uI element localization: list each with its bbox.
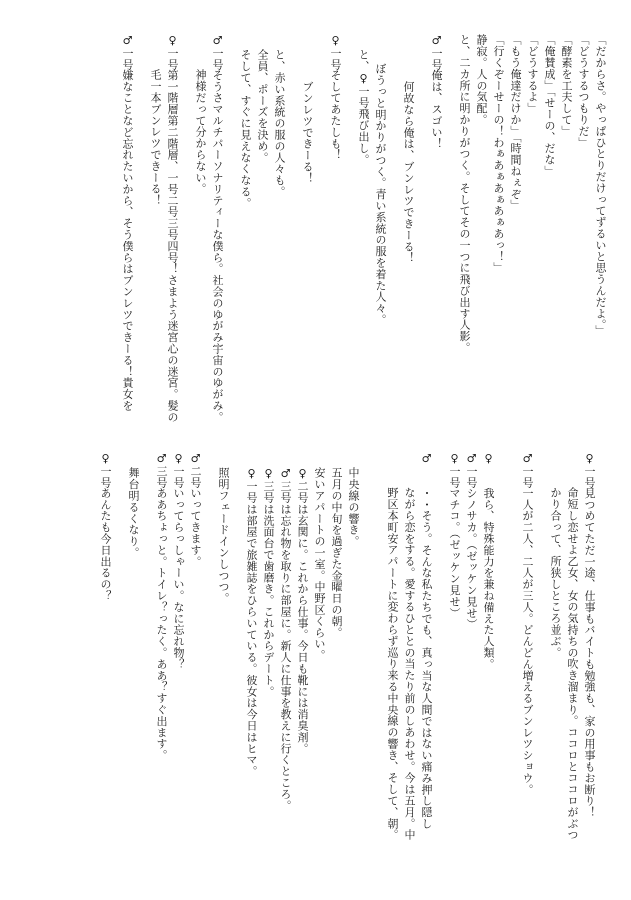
stage-direction: ♀二号は玄関に。これから仕事。今日も靴には消臭剤。	[296, 467, 309, 755]
speaker-name: ♂一号	[211, 34, 224, 71]
dialogue-continuation: 命短し恋せよ乙女、女の気持ちの吹き溜まり。ココロとココロがぶつ	[566, 487, 579, 841]
speech-text: 俺は、スゴい！	[430, 69, 443, 149]
dialogue-continuation: ながら恋をする。愛するひととの当たり前のしあわせ。今は五月。中	[403, 487, 416, 841]
line-gap	[389, 34, 400, 406]
speech-text: ああちょっと。トイレ？ったく。ああ？すぐ出ます。	[155, 487, 168, 761]
line-gap	[142, 452, 153, 872]
speaker-name: ♂一号	[430, 34, 443, 71]
dialogue-line	[581, 452, 598, 872]
speech-text: いってきます。	[189, 487, 202, 567]
speaker-name: ♀一号	[99, 452, 112, 489]
dialogue-line: 「もう俺達だけか」「時間ねぇぞ」	[509, 34, 522, 211]
dialogue-line	[480, 452, 497, 872]
dialogue-line	[446, 452, 463, 872]
dialogue-line	[97, 452, 114, 872]
dialogue-line: 「だからさ。やっぱひとりだけってずるいと思うんだよ。」	[594, 34, 607, 337]
speaker-name: ♂三号	[155, 452, 168, 489]
line-gap	[417, 34, 428, 406]
speaker-name: ♀一号	[166, 34, 179, 71]
line-gap	[362, 452, 373, 872]
speaker-name: ♂	[420, 452, 433, 466]
speech-text: そしてあたしも！	[329, 69, 342, 161]
dialogue-line	[153, 452, 170, 872]
line-gap	[288, 34, 299, 406]
speaker-name: ♀一号	[583, 452, 596, 489]
speaker-name: ♀一号	[448, 452, 461, 489]
dialogue-line	[119, 34, 136, 412]
speech-text: あんたも今日出るの？	[99, 487, 112, 602]
speech-text: 見つめてただ一途、仕事もバイトも勉強も、家の用事もお断り！	[583, 487, 596, 818]
speaker-name: ♂一号	[121, 34, 134, 71]
upper-section	[22, 34, 609, 423]
monologue-line: 何故なら俺は、ブンレツできーる！	[402, 81, 415, 264]
speech-text: 第一階層第二階層、一号二号三号四号！さまよう迷宮心の迷宮。髪の	[166, 69, 179, 423]
speech-text: そうさマルチパーソナリティーな僕ら。社会のゆがみ宇宙のゆがみ。	[211, 69, 224, 423]
speaker-name: ♂一号	[465, 452, 478, 489]
dialogue-line	[463, 452, 480, 872]
stage-direction: ♂三号は忘れ物を取りに部屋に。新人に仕事を教えに行くところ。	[279, 467, 292, 812]
dialogue-continuation: 野区本町安アパートに変わらず巡り来る中央線の響き、そして、朝。	[386, 487, 399, 841]
stage-direction: そして、すぐに見えなくなる。	[239, 49, 252, 209]
line-gap	[114, 452, 125, 872]
line-gap	[373, 452, 384, 872]
stage-direction: ぼうっと明かりがつく。青い系統の服を着た人々。	[374, 62, 387, 325]
dialogue-line: と、二カ所に明かりがつく。そしてその一つに飛び出す人影。	[458, 34, 471, 354]
line-gap	[136, 34, 147, 406]
line-gap	[316, 34, 327, 406]
speech-text: シノサカ。（ゼッケン見せ）	[465, 487, 478, 630]
line-gap	[598, 452, 609, 872]
dialogue-continuation: かり合って、所狭しところ並ぶ。	[549, 487, 562, 659]
monologue-line: ブンレツできーる！	[301, 81, 314, 184]
line-gap	[508, 452, 519, 872]
speech-text: いってらっしゃーい。なに忘れ物？	[172, 487, 185, 670]
dialogue-continuation: 神様だって分からない。	[194, 69, 207, 195]
dialogue-line: 「酵素を工夫して」	[560, 34, 573, 137]
line-gap	[435, 452, 446, 872]
dialogue-line	[170, 452, 187, 872]
speaker-name: ♀	[482, 452, 495, 466]
dialogue-line	[209, 34, 226, 423]
dialogue-line	[164, 34, 181, 423]
stage-direction: ♀一号は部屋で旅雑誌をひらいている。彼女は今日はヒマ。	[245, 467, 258, 778]
stage-direction: と、♀一号飛び出し。	[357, 49, 370, 166]
stage-direction: 五月の中旬を過ぎた金曜日の朝。	[330, 467, 343, 639]
speech-text: ・・そう。そんな私たちでも、真っ当な人間ではない痛み押し隠し	[420, 487, 433, 830]
speaker-name: ♀一号	[329, 34, 342, 71]
line-gap	[344, 34, 355, 406]
lower-section	[22, 452, 609, 872]
dialogue-continuation: 毛一本ブンレツできーる！	[149, 69, 162, 206]
speech-text: マチコ。（ゼッケン見せ）	[448, 487, 461, 619]
speech-text: 嫌なことなど忘れたいから、そう僕らはブンレツできーる！貴女を	[121, 69, 134, 412]
line-gap	[445, 34, 456, 406]
stage-direction: 中央線の響き。	[347, 467, 360, 548]
dialogue-line	[327, 34, 344, 406]
dialogue-line	[187, 452, 204, 872]
dialogue-line: 「行くぞーせーの！わぁあぁあぁあぁあっ！」	[492, 34, 505, 274]
dialogue-line: 「俺賛成」「せーの、だな」	[543, 34, 556, 177]
speech-text: 一人が二人、二人が三人。どんどん増えるブンレツショウ。	[521, 487, 534, 795]
speaker-name: ♂一号	[521, 452, 534, 489]
stage-direction: 照明フェードインしつつ。	[217, 467, 230, 605]
dialogue-line: 「どうするつもりだ」	[577, 34, 590, 148]
speaker-name: ♀一号	[172, 452, 185, 489]
stage-direction: 舞台明るくなり。	[127, 467, 140, 559]
dialogue-line	[519, 452, 536, 872]
stage-direction: 安いアパートの一室。中野区くらい。	[313, 467, 326, 662]
stage-direction: と、赤い系統の服の人々も。	[273, 49, 286, 198]
dialogue-line: 静寂。人の気配。	[475, 34, 488, 126]
line-gap	[497, 452, 508, 872]
line-gap	[204, 452, 215, 872]
speech-text: 我ら、特殊能力を兼ね備えた人類。	[482, 487, 495, 670]
speaker-name: ♂二号	[189, 452, 202, 489]
dialogue-line	[418, 452, 435, 872]
line-gap	[232, 452, 243, 872]
line-gap	[536, 452, 547, 872]
stage-direction: ♀三号は洗面台で歯磨き。これからデート。	[262, 467, 275, 698]
stage-direction: 全員、ポーズを決め。	[256, 49, 269, 164]
dialogue-line	[428, 34, 445, 406]
line-gap	[181, 34, 192, 406]
dialogue-line: 「どうするよ」	[526, 34, 539, 114]
line-gap	[226, 34, 237, 406]
